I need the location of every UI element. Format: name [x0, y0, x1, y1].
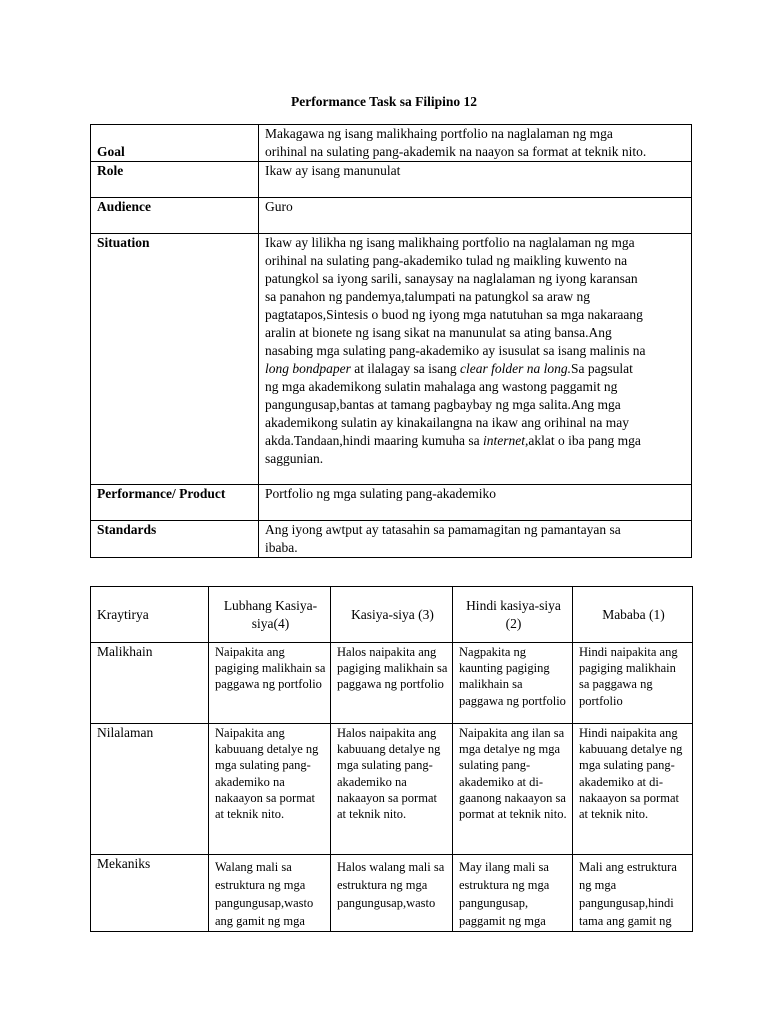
situation-text: ,aklat o iba pang mga: [524, 433, 641, 448]
task-label-audience: Audience: [91, 198, 259, 234]
situation-line: sa panahon ng pandemya,talumpati na patungkol sa araw ng: [265, 289, 591, 304]
situation-text: akda.Tandaan,hindi maaring kumuha sa: [265, 433, 483, 448]
standards-line: ibaba.: [265, 540, 298, 555]
task-label-situation: Situation: [91, 234, 259, 485]
rubric-criterion: Malikhain: [91, 643, 209, 724]
situation-line: [265, 432, 685, 450]
situation-line: Ikaw ay lilikha ng isang malikhaing portfolio na naglalaman ng mga: [265, 235, 635, 250]
situation-line: saggunian.: [265, 451, 324, 466]
rubric-header: Kasiya-siya (3): [331, 587, 453, 643]
rubric-cell: Naipakita ang pagiging malikhain sa paggawa ng portfolio: [209, 643, 331, 724]
goal-line: orihinal na sulating pang-akademik na naayon sa format at teknik nito.: [265, 144, 647, 159]
task-row-goal: [91, 125, 692, 162]
situation-line: [265, 360, 685, 378]
rubric-header: Lubhang Kasiya-siya(4): [209, 587, 331, 643]
task-label-standards: Standards: [91, 521, 259, 558]
situation-line: patungkol sa iyong sarili, sanaysay na naglalaman ng iyong karansan: [265, 271, 638, 286]
rubric-cell: [209, 855, 331, 932]
task-value-goal: [259, 125, 692, 162]
task-value-performance: Portfolio ng mga sulating pang-akademiko: [259, 485, 692, 521]
task-row-audience: [91, 198, 692, 234]
rubric-cell: [573, 855, 693, 932]
rubric-cell-text: Walang mali sa estruktura ng mga pangungusap,wasto ang gamit ng mga: [215, 860, 314, 928]
performance-task-table: [90, 124, 692, 558]
situation-line: akademikong sulatin ay kinakailangna na ikaw ang orihinal na may: [265, 415, 630, 430]
rubric-row: [91, 724, 693, 855]
rubric-header: Kraytirya: [91, 587, 209, 643]
situation-text: Sa pagsulat: [570, 361, 633, 376]
task-value-audience: Guro: [259, 198, 692, 234]
rubric-cell: Hindi naipakita ang pagiging malikhain sa paggawa ng portfolio: [573, 643, 693, 724]
rubric-cell: Naipakita ang kabuuang detalye ng mga sulating pang-akademiko na nakaayon sa pormat at teknik nito.: [209, 724, 331, 855]
task-label-role: Role: [91, 162, 259, 198]
rubric-table: [90, 586, 693, 932]
task-row-role: [91, 162, 692, 198]
rubric-cell-text: Mali ang estruktura ng mga pangungusap,hindi tama ang gamit ng: [579, 860, 677, 928]
situation-line: pangungusap,bantas at tamang pagbaybay ng mga salita.Ang mga: [265, 397, 621, 412]
rubric-cell: Hindi naipakita ang kabuuang detalye ng mga sulating pang-akademiko at di-nakaayon sa pormat at teknik nito.: [573, 724, 693, 855]
situation-line: orihinal na sulating pang-akademiko tulad ng maikling kuwento na: [265, 253, 628, 268]
rubric-header-row: [91, 587, 693, 643]
rubric-cell-text: May ilang mali sa estruktura ng mga pangungusap, paggamit ng mga: [459, 860, 550, 928]
task-value-role: Ikaw ay isang manunulat: [259, 162, 692, 198]
rubric-criterion: Nilalaman: [91, 724, 209, 855]
situation-text: at ilalagay sa isang: [350, 361, 460, 376]
rubric-row: [91, 855, 693, 932]
rubric-cell: [453, 855, 573, 932]
rubric-criterion: [91, 855, 209, 932]
rubric-row: [91, 643, 693, 724]
situation-line: ng mga akademikong sulatin mahalaga ang wastong paggamit ng: [265, 379, 618, 394]
situation-line: pagtatapos,Sintesis o buod ng iyong mga natutuhan sa mga nakaraang: [265, 307, 643, 322]
rubric-cell-text: Halos walang mali sa estruktura ng mga pangungusap,wasto: [337, 860, 445, 910]
rubric-criterion-text: Mekaniks: [97, 856, 151, 871]
rubric-cell: [331, 855, 453, 932]
situation-italic: clear folder na long.: [459, 361, 571, 376]
task-row-situation: [91, 234, 692, 485]
rubric-cell: Halos naipakita ang pagiging malikhain sa paggawa ng portfolio: [331, 643, 453, 724]
task-value-situation: [259, 234, 692, 485]
task-label-performance: Performance/ Product: [91, 485, 259, 521]
goal-line: Makagawa ng isang malikhaing portfolio na naglalaman ng mga: [265, 126, 613, 141]
task-row-performance: [91, 485, 692, 521]
rubric-cell: Halos naipakita ang kabuuang detalye ng mga sulating pang-akademiko na nakaayon sa pormat at teknik nito.: [331, 724, 453, 855]
situation-line: nasabing mga sulating pang-akademiko ay isusulat sa isang malinis na: [265, 343, 646, 358]
rubric-header: Hindi kasiya-siya (2): [453, 587, 573, 643]
page-title: Performance Task sa Filipino 12: [290, 94, 477, 109]
rubric-cell: Nagpakita ng kaunting pagiging malikhain sa paggawa ng portfolio: [453, 643, 573, 724]
rubric-header: Mababa (1): [573, 587, 693, 643]
task-row-standards: [91, 521, 692, 558]
task-value-standards: [259, 521, 692, 558]
rubric-cell: Naipakita ang ilan sa mga detalye ng mga sulating pang-akademiko at di- gaanong nakaayon sa pormat at teknik nito.: [453, 724, 573, 855]
situation-italic: long bondpaper: [265, 361, 351, 376]
situation-italic: internet: [482, 433, 525, 448]
situation-line: aralin at bionete ng isang sikat na manunulat sa ating bansa.Ang: [265, 325, 612, 340]
standards-line: Ang iyong awtput ay tatasahin sa pamamagitan ng pamantayan sa: [265, 522, 621, 537]
task-label-goal: Goal: [91, 125, 259, 162]
